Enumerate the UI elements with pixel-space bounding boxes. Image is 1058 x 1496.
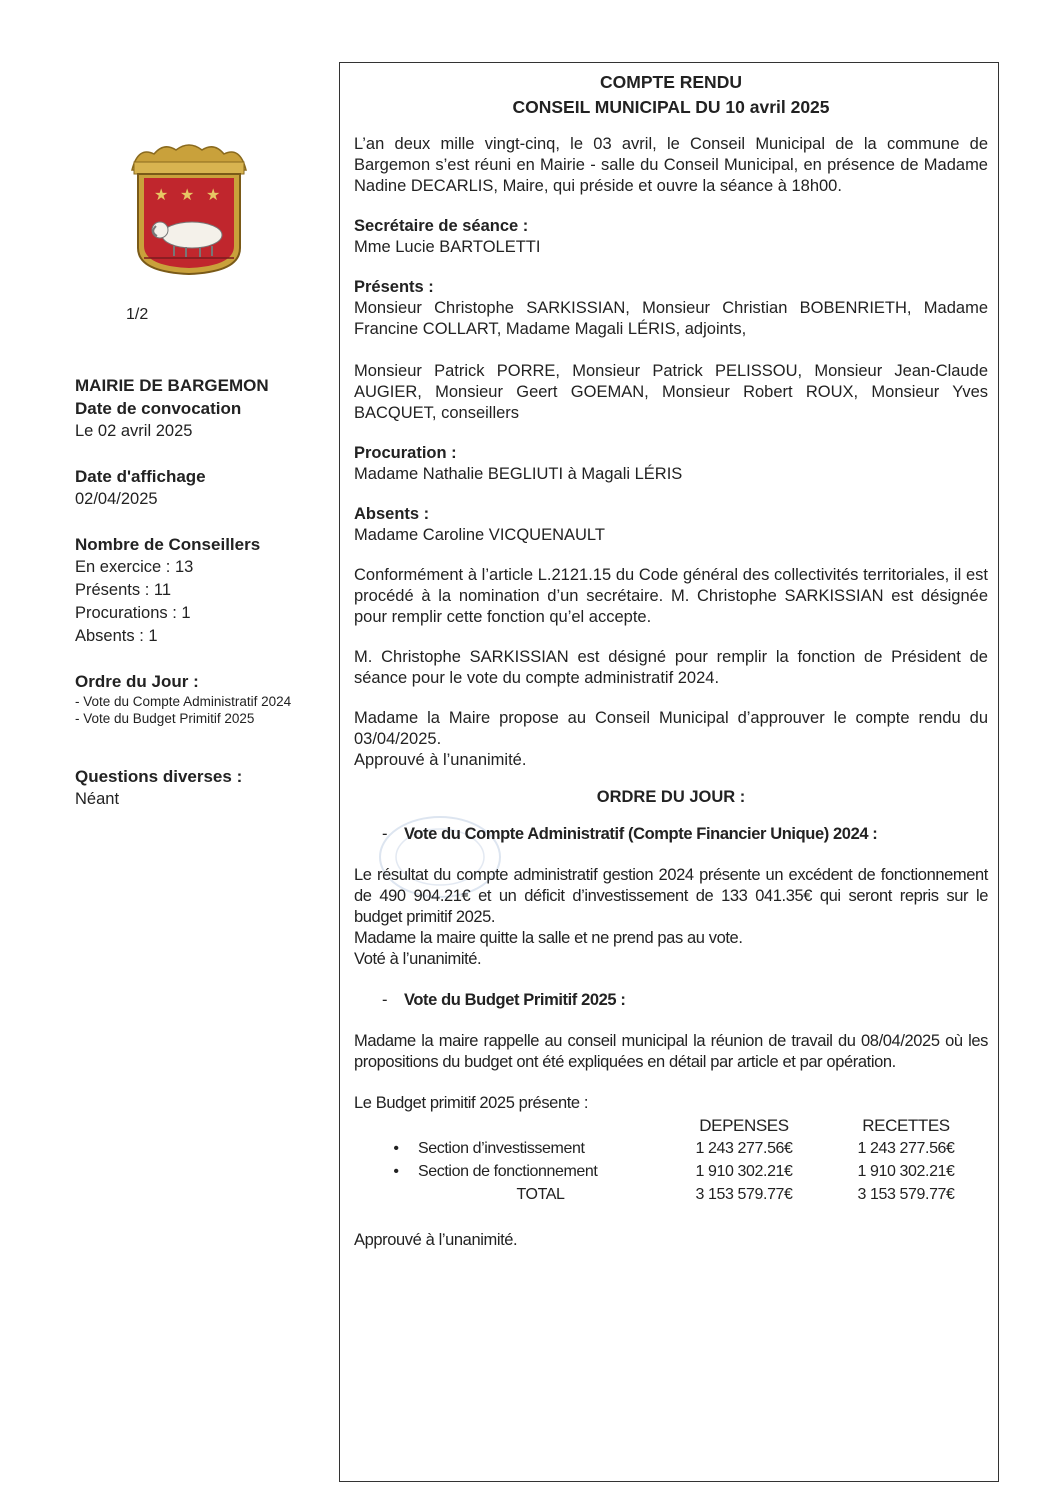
item1-title: Vote du Compte Administratif (Compte Financier Unique) 2024 : bbox=[404, 825, 878, 843]
ordre-du-jour-label: Ordre du Jour : bbox=[75, 672, 199, 691]
affichage-label: Date d'affichage bbox=[75, 467, 206, 486]
budget-row-label: Section de fonctionnement bbox=[418, 1163, 598, 1180]
budget-row-label: Section d’investissement bbox=[418, 1140, 585, 1157]
budget-row-investissement bbox=[374, 1137, 987, 1160]
coat-of-arms-crest bbox=[124, 140, 254, 280]
bullet: • bbox=[393, 1140, 399, 1157]
secretaire-label: Secrétaire de séance : bbox=[354, 217, 529, 235]
approve-paragraph: Madame la Maire propose au Conseil Municipal d’approuver le compte rendu du 03/04/2025. bbox=[354, 709, 988, 748]
budget-row-depenses: 1 243 277.56€ bbox=[695, 1140, 793, 1157]
page-number: 1/2 bbox=[126, 306, 149, 323]
budget-intro: Le Budget primitif 2025 présente : bbox=[354, 1094, 589, 1112]
item2-paragraph: Madame la maire rappelle au conseil municipal la réunion de travail du 08/04/2025 où les propositions du budget ont été expliquées en détail par article et par opération. bbox=[354, 1032, 988, 1071]
absents-value: Madame Caroline VICQUENAULT bbox=[354, 526, 605, 544]
budget-row-total bbox=[374, 1183, 987, 1206]
presents-count: Présents : 11 bbox=[75, 581, 171, 599]
item1-dash: - bbox=[382, 825, 388, 843]
presents-adjoints: Monsieur Christophe SARKISSIAN, Monsieur Christian BOBENRIETH, Madame Francine COLLART, Madame Magali LÉRIS, adjoints, bbox=[354, 299, 988, 338]
bullet: • bbox=[393, 1163, 399, 1180]
budget-table bbox=[374, 1114, 987, 1206]
doc-title: COMPTE RENDU bbox=[600, 72, 742, 92]
ordre-item-2: - Vote du Budget Primitif 2025 bbox=[75, 711, 255, 726]
mairie-name: MAIRIE DE BARGEMON bbox=[75, 376, 269, 395]
procurations-count: Procurations : 1 bbox=[75, 604, 191, 622]
conseillers-label: Nombre de Conseillers bbox=[75, 535, 261, 554]
president-paragraph: M. Christophe SARKISSIAN est désigné pour remplir la fonction de Président de séance pour le vote du compte administratif 2024. bbox=[354, 648, 988, 687]
affichage-value: 02/04/2025 bbox=[75, 490, 158, 508]
doc-subtitle: CONSEIL MUNICIPAL DU 10 avril 2025 bbox=[512, 97, 830, 117]
budget-row-depenses: 1 910 302.21€ bbox=[695, 1163, 793, 1180]
absents-label: Absents : bbox=[354, 505, 430, 523]
secretaire-value: Mme Lucie BARTOLETTI bbox=[354, 238, 541, 256]
convocation-value: Le 02 avril 2025 bbox=[75, 422, 193, 440]
questions-label: Questions diverses : bbox=[75, 767, 243, 786]
en-exercice: En exercice : 13 bbox=[75, 558, 194, 576]
presents-conseillers: Monsieur Patrick PORRE, Monsieur Patrick PELISSOU, Monsieur Jean-Claude AUGIER, Monsieur Geert GOEMAN, Monsieur Robert ROUX, Monsieur Yves BACQUET, conseillers bbox=[354, 362, 988, 422]
item1-paragraph: Le résultat du compte administratif gestion 2024 présente un excédent de fonctionnement de 490 904.21€ et un déficit d’investissement de 133 041.35€ qui seront repris sur le budget primitif 2025. bbox=[354, 866, 988, 926]
budget-row-fonctionnement bbox=[374, 1160, 987, 1183]
procuration-value: Madame Nathalie BEGLIUTI à Magali LÉRIS bbox=[354, 465, 683, 483]
ordre-item-1: - Vote du Compte Administratif 2024 bbox=[75, 694, 292, 709]
presents-label: Présents : bbox=[354, 278, 434, 296]
convocation-label: Date de convocation bbox=[75, 399, 242, 418]
item1-leave: Madame la maire quitte la salle et ne prend pas au vote. bbox=[354, 929, 743, 947]
budget-header-recettes: RECETTES bbox=[862, 1116, 950, 1135]
budget-header-row bbox=[374, 1114, 987, 1137]
main-content bbox=[354, 70, 988, 1251]
budget-row-recettes: 1 910 302.21€ bbox=[857, 1163, 955, 1180]
svg-text:★: ★ bbox=[180, 185, 195, 204]
svg-text:★: ★ bbox=[206, 185, 221, 204]
final-vote: Approuvé à l’unanimité. bbox=[354, 1231, 518, 1249]
intro-paragraph: L’an deux mille vingt-cinq, le 03 avril, le Conseil Municipal de la commune de Bargemon s’est réuni en Mairie - salle du Conseil Municipal, en présence de Madame Nadine DECARLIS, Maire, qui préside et ouvre la séance à 18h00. bbox=[354, 135, 988, 195]
absents-count: Absents : 1 bbox=[75, 627, 158, 645]
procuration-label: Procuration : bbox=[354, 444, 457, 462]
budget-total-recettes: 3 153 579.77€ bbox=[857, 1186, 955, 1203]
budget-row-recettes: 1 243 277.56€ bbox=[857, 1140, 955, 1157]
approve-result: Approuvé à l’unanimité. bbox=[354, 751, 527, 769]
item2-dash: - bbox=[382, 991, 388, 1009]
budget-total-label: TOTAL bbox=[516, 1186, 565, 1203]
questions-value: Néant bbox=[75, 790, 120, 808]
ordre-du-jour-title: ORDRE DU JOUR : bbox=[596, 788, 746, 806]
budget-header-depenses: DEPENSES bbox=[699, 1116, 789, 1135]
budget-total-depenses: 3 153 579.77€ bbox=[695, 1186, 793, 1203]
svg-text:★: ★ bbox=[154, 185, 169, 204]
sidebar bbox=[75, 374, 320, 811]
item2-title: Vote du Budget Primitif 2025 : bbox=[404, 991, 626, 1009]
article-paragraph: Conformément à l’article L.2121.15 du Code général des collectivités territoriales, il est procédé à la nomination d’un secrétaire. M. Christophe SARKISSIAN est désignée pour remplir cette fonction qu’el accepte. bbox=[354, 566, 988, 626]
item1-vote: Voté à l’unanimité. bbox=[354, 950, 482, 968]
